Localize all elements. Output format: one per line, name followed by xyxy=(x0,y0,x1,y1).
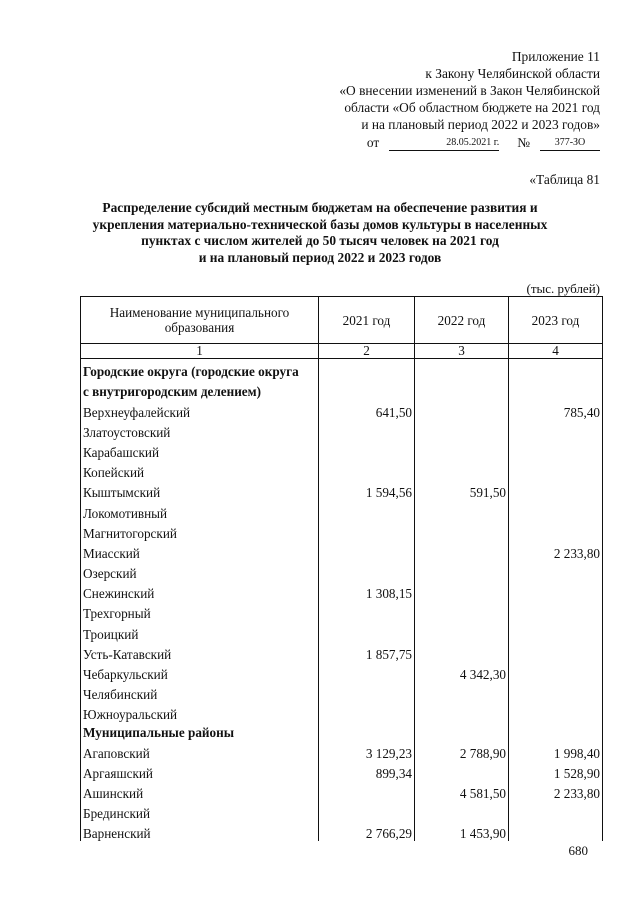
value-2022 xyxy=(415,460,509,480)
table-row xyxy=(81,460,603,480)
subsidy-table xyxy=(80,296,603,841)
value-2021 xyxy=(319,521,415,541)
value-2023 xyxy=(509,821,603,841)
value-2021: 1 857,75 xyxy=(319,642,415,662)
value-2022 xyxy=(415,682,509,702)
municipality-name: Снежинский xyxy=(81,581,319,601)
value-2023: 2 233,80 xyxy=(509,541,603,561)
value-2023 xyxy=(509,601,603,621)
table-row xyxy=(81,541,603,561)
value-2021 xyxy=(319,359,415,380)
value-2021 xyxy=(319,500,415,520)
value-2022 xyxy=(415,379,509,399)
title-line: и на плановый период 2022 и 2023 годов xyxy=(198,249,442,265)
value-2021: 2 766,29 xyxy=(319,821,415,841)
value-2023 xyxy=(509,801,603,821)
municipality-name: Южноуральский xyxy=(81,702,319,722)
value-2021 xyxy=(319,722,415,740)
table-row xyxy=(81,440,603,460)
title-line: пунктах с числом жителей до 50 тысяч человек на 2021 год xyxy=(141,233,499,248)
municipality-name: Троицкий xyxy=(81,621,319,641)
header-line: «О внесении изменений в Закон Челябинской xyxy=(339,83,600,98)
table-row xyxy=(81,821,603,841)
municipality-name: Локомотивный xyxy=(81,500,319,520)
value-2022 xyxy=(415,561,509,581)
value-2022: 2 788,90 xyxy=(415,740,509,760)
municipality-name: Агаповский xyxy=(81,740,319,760)
column-number-row xyxy=(81,344,603,359)
municipality-name: Аргаяшский xyxy=(81,761,319,781)
value-2023 xyxy=(509,682,603,702)
value-2022 xyxy=(415,581,509,601)
value-2021: 1 594,56 xyxy=(319,480,415,500)
value-2022 xyxy=(415,642,509,662)
value-2021 xyxy=(319,379,415,399)
value-2023 xyxy=(509,561,603,581)
column-header-2023: 2023 год xyxy=(509,297,603,344)
value-2022: 1 453,90 xyxy=(415,821,509,841)
value-2022 xyxy=(415,440,509,460)
column-number: 3 xyxy=(415,344,509,359)
value-2021 xyxy=(319,440,415,460)
municipality-name: Чебаркульский xyxy=(81,662,319,682)
municipality-name: Варненский xyxy=(81,821,319,841)
column-number: 4 xyxy=(509,344,603,359)
units-label: (тыс. рублей) xyxy=(526,281,600,296)
table-row xyxy=(81,399,603,419)
value-2022 xyxy=(415,761,509,781)
law-number: 377-ЗО xyxy=(540,136,600,151)
value-2021: 3 129,23 xyxy=(319,740,415,760)
value-2023 xyxy=(509,440,603,460)
table-row xyxy=(81,662,603,682)
value-2023 xyxy=(509,722,603,740)
table-row xyxy=(81,601,603,621)
value-2021 xyxy=(319,541,415,561)
value-2021 xyxy=(319,601,415,621)
value-2021 xyxy=(319,460,415,480)
section-row xyxy=(81,379,603,399)
header-line: Приложение 11 xyxy=(511,49,600,64)
table-row xyxy=(81,500,603,520)
value-2023: 1 998,40 xyxy=(509,740,603,760)
column-header-2022: 2022 год xyxy=(415,297,509,344)
table-row xyxy=(81,480,603,500)
municipality-name: Кыштымский xyxy=(81,480,319,500)
from-label: от xyxy=(366,135,380,150)
value-2023 xyxy=(509,460,603,480)
value-2023 xyxy=(509,480,603,500)
table-row xyxy=(81,521,603,541)
value-2023 xyxy=(509,662,603,682)
municipality-name: Верхнеуфалейский xyxy=(81,399,319,419)
value-2022 xyxy=(415,521,509,541)
value-2022 xyxy=(415,399,509,419)
value-2023 xyxy=(509,642,603,662)
table-row xyxy=(81,642,603,662)
table-row xyxy=(81,781,603,801)
section-label: с внутригородским делением) xyxy=(81,379,319,399)
value-2021: 899,34 xyxy=(319,761,415,781)
table-row xyxy=(81,581,603,601)
municipality-name: Копейский xyxy=(81,460,319,480)
value-2022: 4 342,30 xyxy=(415,662,509,682)
value-2021 xyxy=(319,561,415,581)
value-2021 xyxy=(319,702,415,722)
municipality-name: Карабашский xyxy=(81,440,319,460)
municipality-name: Трехгорный xyxy=(81,601,319,621)
value-2023 xyxy=(509,521,603,541)
municipality-name: Усть-Катавский xyxy=(81,642,319,662)
table-row xyxy=(81,682,603,702)
section-label: Городские округа (городские округа xyxy=(81,359,319,380)
municipality-name: Ашинский xyxy=(81,781,319,801)
value-2022 xyxy=(415,541,509,561)
value-2023 xyxy=(509,359,603,380)
page-number: 680 xyxy=(568,843,588,858)
value-2022 xyxy=(415,359,509,380)
value-2023 xyxy=(509,621,603,641)
value-2022 xyxy=(415,702,509,722)
value-2021 xyxy=(319,420,415,440)
municipality-name: Златоустовский xyxy=(81,420,319,440)
value-2022 xyxy=(415,621,509,641)
value-2023 xyxy=(509,702,603,722)
value-2022 xyxy=(415,722,509,740)
value-2022 xyxy=(415,801,509,821)
column-header-name: Наименование муниципального образования xyxy=(81,297,319,344)
table-reference: «Таблица 81 xyxy=(529,172,600,187)
value-2023 xyxy=(509,500,603,520)
table-header-row xyxy=(81,297,603,344)
table-row xyxy=(81,561,603,581)
municipality-name: Челябинский xyxy=(81,682,319,702)
column-header-2021: 2021 год xyxy=(319,297,415,344)
value-2022 xyxy=(415,500,509,520)
column-number: 1 xyxy=(81,344,319,359)
value-2023 xyxy=(509,581,603,601)
table-row xyxy=(81,702,603,722)
value-2023 xyxy=(509,420,603,440)
municipality-name: Брединский xyxy=(81,801,319,821)
table-row xyxy=(81,740,603,760)
value-2022 xyxy=(415,420,509,440)
table-row xyxy=(81,761,603,781)
section-row xyxy=(81,722,603,740)
value-2021: 1 308,15 xyxy=(319,581,415,601)
title-line: Распределение субсидий местным бюджетам на обеспечение развития и xyxy=(102,200,538,215)
value-2021 xyxy=(319,621,415,641)
section-label: Муниципальные районы xyxy=(81,722,319,740)
table-row xyxy=(81,801,603,821)
value-2022 xyxy=(415,601,509,621)
value-2021 xyxy=(319,781,415,801)
number-label: № xyxy=(517,135,530,150)
header-line: области «Об областном бюджете на 2021 год xyxy=(344,100,600,115)
value-2021 xyxy=(319,662,415,682)
value-2021: 641,50 xyxy=(319,399,415,419)
section-row xyxy=(81,359,603,380)
value-2023 xyxy=(509,379,603,399)
municipality-name: Озерский xyxy=(81,561,319,581)
column-number: 2 xyxy=(319,344,415,359)
value-2022: 4 581,50 xyxy=(415,781,509,801)
header-line: и на плановый период 2022 и 2023 годов» xyxy=(361,117,600,132)
appendix-header xyxy=(339,48,600,151)
law-date: 28.05.2021 г. xyxy=(389,136,499,151)
value-2023: 1 528,90 xyxy=(509,761,603,781)
law-date-number-line xyxy=(339,134,600,151)
header-line: к Закону Челябинской области xyxy=(425,66,600,81)
table-row xyxy=(81,621,603,641)
value-2023: 785,40 xyxy=(509,399,603,419)
value-2022: 591,50 xyxy=(415,480,509,500)
document-title xyxy=(80,200,560,266)
title-line: укрепления материально-технической базы домов культуры в населенных xyxy=(92,216,548,232)
municipality-name: Миасский xyxy=(81,541,319,561)
value-2023: 2 233,80 xyxy=(509,781,603,801)
value-2021 xyxy=(319,682,415,702)
value-2021 xyxy=(319,801,415,821)
municipality-name: Магнитогорский xyxy=(81,521,319,541)
table-row xyxy=(81,420,603,440)
